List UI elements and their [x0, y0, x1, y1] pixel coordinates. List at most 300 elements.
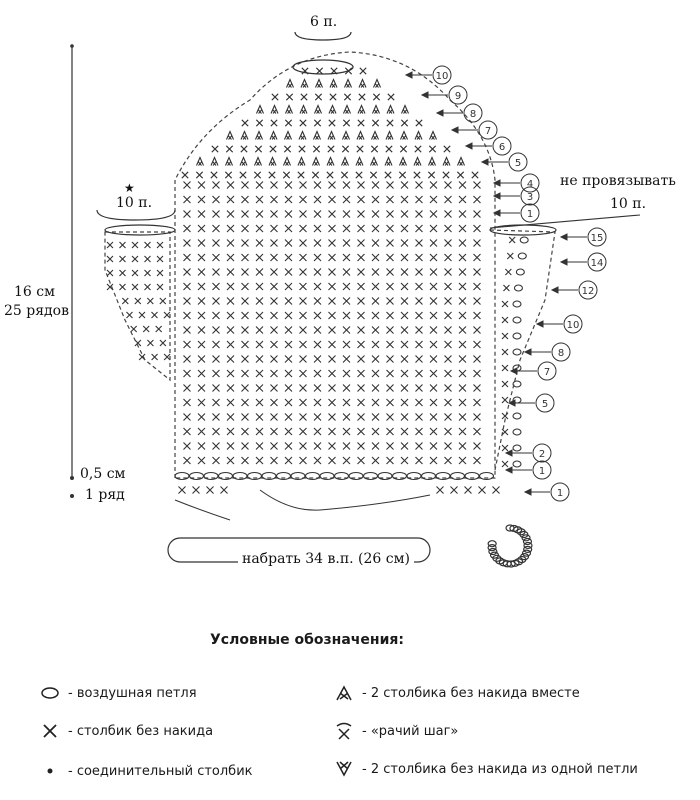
- sc-stitch-mark: [474, 240, 481, 247]
- sc-stitch-mark: [256, 443, 263, 450]
- chain-stitch-mark: [513, 333, 521, 339]
- sc-stitch-mark: [401, 356, 408, 363]
- sc2tog-stitch-mark: [287, 80, 294, 88]
- sc-stitch-mark: [343, 443, 350, 450]
- arrow-head: [506, 467, 512, 473]
- sc-stitch-mark: [269, 172, 275, 178]
- sc-stitch-mark: [430, 428, 437, 435]
- sc-stitch-mark: [300, 385, 307, 392]
- sc-stitch-mark: [443, 172, 449, 178]
- sc-stitch-mark: [387, 443, 394, 450]
- sc-stitch-mark: [184, 414, 191, 421]
- sc-stitch-mark: [213, 312, 220, 319]
- sc-stitch-mark: [343, 225, 350, 232]
- arrow-head: [511, 368, 517, 374]
- sc-stitch-mark: [505, 269, 511, 275]
- sc-stitch-mark: [343, 428, 350, 435]
- sc-stitch-mark: [314, 385, 321, 392]
- sc-stitch-mark: [240, 172, 246, 178]
- sc-stitch-mark: [416, 399, 423, 406]
- sc2tog-stitch-mark: [313, 158, 320, 166]
- sc-stitch-mark: [385, 172, 391, 178]
- legend-item-chain: [36, 682, 197, 704]
- sc-stitch-mark: [271, 327, 278, 334]
- sc-stitch-mark: [358, 443, 365, 450]
- sc-stitch-mark: [184, 457, 191, 464]
- sc-stitch-mark: [401, 341, 408, 348]
- sc-stitch-mark: [160, 340, 166, 346]
- sc-stitch-mark: [227, 254, 234, 261]
- sc-stitch-mark: [401, 457, 408, 464]
- sc-stitch-mark: [416, 211, 423, 218]
- sc2tog-stitch-mark: [316, 80, 323, 88]
- sc-stitch-mark: [509, 237, 515, 243]
- sc-stitch-mark: [502, 365, 508, 371]
- chain-stitch-mark: [335, 473, 349, 480]
- sc-stitch-mark: [285, 196, 292, 203]
- sc-stitch-mark: [401, 269, 408, 276]
- arrow-head: [452, 127, 458, 133]
- sc-stitch-mark: [502, 381, 508, 387]
- sc-stitch-mark: [196, 172, 202, 178]
- sc-stitch-mark: [474, 457, 481, 464]
- sc-stitch-mark: [445, 327, 452, 334]
- sc-stitch-mark: [343, 414, 350, 421]
- sc-stitch-mark: [227, 225, 234, 232]
- sc2tog-stitch-mark: [197, 158, 204, 166]
- sc-stitch-mark: [300, 443, 307, 450]
- sc-stitch-mark: [459, 385, 466, 392]
- sc-stitch-mark: [193, 487, 200, 494]
- chain-stitch-mark: [513, 445, 521, 451]
- sc-stitch-mark: [372, 399, 379, 406]
- sc-stitch-mark: [256, 196, 263, 203]
- sc-stitch-mark: [300, 312, 307, 319]
- sc-stitch-mark: [271, 399, 278, 406]
- sc-stitch-mark: [314, 356, 321, 363]
- sc-stitch-mark: [329, 443, 336, 450]
- sc-stitch-mark: [445, 443, 452, 450]
- sc-stitch-mark: [329, 399, 336, 406]
- sc-stitch-mark: [388, 94, 394, 100]
- sc-stitch-mark: [416, 443, 423, 450]
- sc-stitch-mark: [474, 283, 481, 290]
- sc-stitch-mark: [343, 120, 349, 126]
- height-line-top-dot: [70, 44, 74, 48]
- sc-stitch-mark: [387, 240, 394, 247]
- right-note-line2: 10 п.: [610, 196, 647, 212]
- sc-stitch-mark: [387, 283, 394, 290]
- sc2tog-stitch-mark: [269, 158, 276, 166]
- chain-stitch-mark: [407, 473, 421, 480]
- sc-stitch-mark: [430, 443, 437, 450]
- sc-stitch-mark: [437, 487, 444, 494]
- chain-stitch-icon: [36, 682, 64, 704]
- sc-stitch-mark: [314, 414, 321, 421]
- sc-stitch-mark: [387, 370, 394, 377]
- sc-stitch-mark: [256, 457, 263, 464]
- sc2tog-stitch-mark: [241, 132, 248, 140]
- sc-stitch-mark: [198, 356, 205, 363]
- sc-stitch-mark: [314, 298, 321, 305]
- sc-stitch-mark: [285, 414, 292, 421]
- sc-stitch-mark: [285, 211, 292, 218]
- sc-stitch-mark: [184, 182, 191, 189]
- sc-stitch-mark: [300, 414, 307, 421]
- legend-text-slip: - соединительный столбик: [68, 763, 253, 779]
- sc-stitch-mark: [132, 270, 138, 276]
- sc-stitch-mark: [459, 341, 466, 348]
- sc-stitch-mark: [459, 196, 466, 203]
- sc-stitch-mark: [502, 429, 508, 435]
- small-label-1: 0,5 см: [80, 466, 126, 482]
- row-number-upper: 5: [514, 158, 522, 169]
- sc-stitch-mark: [242, 428, 249, 435]
- sc-stitch-mark: [300, 196, 307, 203]
- sc-stitch-mark: [343, 356, 350, 363]
- sc2tog-stitch-mark: [401, 132, 408, 140]
- sc-stitch-mark: [198, 312, 205, 319]
- sc-stitch-mark: [474, 370, 481, 377]
- sc-stitch-mark: [145, 284, 151, 290]
- sc-stitch-mark: [341, 172, 347, 178]
- sc-stitch-mark: [372, 120, 378, 126]
- sc-stitch-mark: [285, 356, 292, 363]
- legend-item-slip: [36, 760, 253, 782]
- sc-stitch-mark: [314, 283, 321, 290]
- top-bracket: [295, 32, 351, 40]
- single-crochet-icon: [36, 720, 64, 742]
- sc-stitch-mark: [329, 341, 336, 348]
- sc-stitch-mark: [329, 385, 336, 392]
- sc-stitch-mark: [242, 254, 249, 261]
- left-thumb-label: 10 п.: [116, 195, 153, 211]
- sc-stitch-mark: [285, 341, 292, 348]
- sc-stitch-mark: [330, 94, 336, 100]
- sc-stitch-mark: [256, 414, 263, 421]
- sc-stitch-mark: [256, 254, 263, 261]
- sc-stitch-mark: [271, 298, 278, 305]
- sc-stitch-mark: [459, 298, 466, 305]
- sc-stitch-mark: [343, 399, 350, 406]
- bottom-label: набрать 34 в.п. (26 см): [238, 551, 414, 567]
- sc-stitch-mark: [459, 327, 466, 334]
- sc-stitch-mark: [474, 385, 481, 392]
- sc-stitch-mark: [198, 254, 205, 261]
- top-label: 6 п.: [310, 14, 338, 30]
- sc2tog-stitch-mark: [271, 106, 278, 114]
- sc2tog-stitch-mark: [342, 158, 349, 166]
- legend-item-sc2tog: [330, 682, 580, 704]
- sc-stitch-mark: [256, 182, 263, 189]
- sc-stitch-mark: [451, 487, 458, 494]
- sc-stitch-mark: [430, 196, 437, 203]
- sc-stitch-mark: [358, 283, 365, 290]
- sc-stitch-mark: [227, 356, 234, 363]
- sc-stitch-mark: [430, 399, 437, 406]
- sc-stitch-mark: [198, 283, 205, 290]
- sc-stitch-mark: [401, 370, 408, 377]
- row-number-bottom: 1: [556, 488, 564, 499]
- sc-stitch-mark: [343, 211, 350, 218]
- crab-stitch-icon: [330, 720, 358, 742]
- row-number-upper: 3: [526, 192, 534, 203]
- sc2tog-stitch-mark: [300, 106, 307, 114]
- row-number-upper: 9: [454, 91, 462, 102]
- sc-stitch-mark: [271, 240, 278, 247]
- sc-stitch-mark: [479, 487, 486, 494]
- sc-stitch-mark: [502, 349, 508, 355]
- sc-stitch-mark: [358, 269, 365, 276]
- sc2tog-stitch-mark: [386, 132, 393, 140]
- sc-stitch-mark: [227, 457, 234, 464]
- legend-title: Условные обозначения:: [210, 632, 404, 648]
- sc-stitch-mark: [256, 370, 263, 377]
- sc2tog-stitch-mark: [328, 132, 335, 140]
- arrow-head: [525, 489, 531, 495]
- sc-stitch-mark: [329, 182, 336, 189]
- sc-stitch-mark: [184, 283, 191, 290]
- sc-stitch-mark: [285, 327, 292, 334]
- sc-stitch-mark: [227, 341, 234, 348]
- sc-stitch-mark: [242, 414, 249, 421]
- row-number-lower: 2: [538, 449, 546, 460]
- height-label-1: 16 см: [14, 284, 55, 300]
- sc2tog-stitch-mark: [400, 158, 407, 166]
- sc-stitch-mark: [416, 240, 423, 247]
- sc-stitch-mark: [179, 487, 186, 494]
- sc-stitch-mark: [459, 225, 466, 232]
- sc-stitch-mark: [157, 270, 163, 276]
- sc-stitch-mark: [242, 240, 249, 247]
- sc-stitch-mark: [372, 428, 379, 435]
- sc-stitch-mark: [213, 211, 220, 218]
- sc-stitch-mark: [285, 399, 292, 406]
- sc-stitch-mark: [198, 196, 205, 203]
- chain-stitch-mark: [204, 473, 218, 480]
- sc-stitch-mark: [343, 341, 350, 348]
- sc-stitch-mark: [387, 457, 394, 464]
- chain-stitch-mark: [513, 381, 521, 387]
- sc-stitch-mark: [300, 269, 307, 276]
- sc-stitch-mark: [132, 242, 138, 248]
- sc-stitch-mark: [358, 211, 365, 218]
- sc-stitch-mark: [286, 94, 292, 100]
- row-number-upper: 7: [484, 126, 492, 137]
- sc-stitch-mark: [256, 298, 263, 305]
- sc-stitch-mark: [387, 312, 394, 319]
- sc-stitch-mark: [401, 211, 408, 218]
- sc-stitch-mark: [430, 356, 437, 363]
- base-curve-mid: [260, 490, 430, 510]
- sc-stitch-mark: [387, 414, 394, 421]
- sc-stitch-mark: [459, 269, 466, 276]
- sc-stitch-mark: [132, 284, 138, 290]
- sc2tog-stitch-mark: [298, 158, 305, 166]
- sc-stitch-mark: [271, 341, 278, 348]
- sc-stitch-mark: [430, 240, 437, 247]
- sc-stitch-mark: [430, 327, 437, 334]
- sc-stitch-mark: [156, 326, 162, 332]
- sc-stitch-mark: [314, 370, 321, 377]
- sc-stitch-mark: [242, 312, 249, 319]
- sc-stitch-mark: [213, 269, 220, 276]
- sc-stitch-mark: [343, 312, 350, 319]
- sc-stitch-mark: [198, 327, 205, 334]
- sc-stitch-mark: [213, 341, 220, 348]
- sc-stitch-mark: [358, 457, 365, 464]
- sc-stitch-mark: [445, 196, 452, 203]
- sc-stitch-mark: [256, 327, 263, 334]
- sc-stitch-mark: [343, 385, 350, 392]
- sc-stitch-mark: [474, 196, 481, 203]
- sc-stitch-mark: [285, 283, 292, 290]
- sc2tog-stitch-mark: [226, 158, 233, 166]
- sc-stitch-mark: [107, 270, 113, 276]
- sc-stitch-mark: [285, 182, 292, 189]
- arrow-head: [552, 287, 558, 293]
- sc-stitch-mark: [430, 457, 437, 464]
- sc-stitch-mark: [198, 182, 205, 189]
- sc-stitch-mark: [401, 399, 408, 406]
- sc-stitch-mark: [401, 196, 408, 203]
- sc-stitch-mark: [227, 443, 234, 450]
- sc-stitch-mark: [356, 172, 362, 178]
- sc-stitch-mark: [314, 428, 321, 435]
- sc-stitch-mark: [329, 327, 336, 334]
- sc-stitch-mark: [445, 269, 452, 276]
- sc-stitch-mark: [343, 457, 350, 464]
- sc-stitch-mark: [300, 120, 306, 126]
- sc-stitch-mark: [387, 356, 394, 363]
- sc-stitch-mark: [416, 341, 423, 348]
- sc-stitch-mark: [198, 443, 205, 450]
- sc-stitch-mark: [493, 487, 500, 494]
- arrow-head: [506, 450, 512, 456]
- sc-stitch-mark: [430, 414, 437, 421]
- sc-stitch-mark: [358, 327, 365, 334]
- row-number-lower: 8: [557, 348, 565, 359]
- sc-stitch-mark: [343, 298, 350, 305]
- sc2tog-stitch-mark: [372, 132, 379, 140]
- sc-stitch-mark: [358, 356, 365, 363]
- sc-stitch-mark: [242, 298, 249, 305]
- sc-stitch-mark: [213, 370, 220, 377]
- sc-stitch-mark: [343, 283, 350, 290]
- top-oval: [293, 60, 353, 74]
- sc-stitch-mark: [227, 196, 234, 203]
- sc-stitch-mark: [184, 356, 191, 363]
- sc-stitch-mark: [270, 146, 276, 152]
- sc-stitch-mark: [387, 327, 394, 334]
- sc-stitch-mark: [429, 146, 435, 152]
- sc2tog-stitch-mark: [414, 158, 421, 166]
- sc-stitch-mark: [401, 414, 408, 421]
- row-number-lower: 12: [581, 286, 595, 297]
- sc-stitch-mark: [430, 254, 437, 261]
- sc-stitch-mark: [314, 443, 321, 450]
- sc-stitch-mark: [256, 283, 263, 290]
- sc-stitch-mark: [416, 298, 423, 305]
- sc-stitch-mark: [242, 385, 249, 392]
- sc-stitch-mark: [122, 298, 128, 304]
- sc-stitch-mark: [242, 283, 249, 290]
- sc-stitch-mark: [357, 146, 363, 152]
- sc2tog-stitch-mark: [371, 158, 378, 166]
- sc-stitch-mark: [271, 225, 278, 232]
- sc2tog-stitch-mark: [343, 132, 350, 140]
- sc-stitch-mark: [502, 301, 508, 307]
- sc-stitch-mark: [184, 399, 191, 406]
- sc-stitch-mark: [157, 284, 163, 290]
- left-bracket: [97, 210, 175, 220]
- sc-stitch-mark: [227, 211, 234, 218]
- chain-stitch-mark: [175, 473, 189, 480]
- arrow-head: [482, 159, 488, 165]
- sc2tog-stitch-mark: [385, 158, 392, 166]
- sc-stitch-mark: [459, 457, 466, 464]
- sc-stitch-mark: [107, 256, 113, 262]
- sc-stitch-mark: [242, 399, 249, 406]
- sc-stitch-mark: [343, 182, 350, 189]
- sc-stitch-mark: [314, 327, 321, 334]
- sc-stitch-mark: [445, 254, 452, 261]
- sc-stitch-mark: [271, 196, 278, 203]
- sc-stitch-mark: [445, 457, 452, 464]
- sc-stitch-mark: [271, 370, 278, 377]
- sc-stitch-mark: [387, 269, 394, 276]
- sc-stitch-mark: [372, 182, 379, 189]
- sc-stitch-mark: [445, 225, 452, 232]
- sc-stitch-mark: [184, 428, 191, 435]
- sc2tog-stitch-mark: [374, 80, 381, 88]
- sc-stitch-mark: [184, 211, 191, 218]
- sc-stitch-mark: [213, 428, 220, 435]
- sc-stitch-mark: [145, 270, 151, 276]
- sc-stitch-mark: [271, 269, 278, 276]
- chain-stitch-mark: [349, 473, 363, 480]
- chain-stitch-mark: [364, 473, 378, 480]
- sc-stitch-mark: [329, 457, 336, 464]
- sc-increase-icon: [330, 758, 358, 780]
- sc-stitch-mark: [358, 341, 365, 348]
- sc-stitch-mark: [198, 211, 205, 218]
- sc-stitch-mark: [343, 196, 350, 203]
- sc-stitch-mark: [300, 211, 307, 218]
- sc-stitch-mark: [256, 356, 263, 363]
- sc-stitch-mark: [474, 443, 481, 450]
- sc2tog-stitch-mark: [359, 80, 366, 88]
- sc-stitch-mark: [145, 242, 151, 248]
- sc-stitch-mark: [459, 211, 466, 218]
- sc-stitch-mark: [182, 172, 188, 178]
- sc-stitch-mark: [342, 146, 348, 152]
- sc-stitch-mark: [272, 94, 278, 100]
- sc-stitch-mark: [387, 298, 394, 305]
- chain-stitch-mark: [378, 473, 392, 480]
- arrow-head: [525, 349, 531, 355]
- chain-stitch-mark: [513, 317, 521, 323]
- sc2tog-stitch-mark: [415, 132, 422, 140]
- sc-stitch-mark: [285, 225, 292, 232]
- dot-1row: [70, 494, 74, 498]
- sc-stitch-mark: [198, 399, 205, 406]
- sc-stitch-mark: [358, 399, 365, 406]
- legend-item-increase: [330, 758, 638, 780]
- sc-stitch-mark: [358, 414, 365, 421]
- sc-stitch-mark: [329, 269, 336, 276]
- sc-stitch-mark: [198, 269, 205, 276]
